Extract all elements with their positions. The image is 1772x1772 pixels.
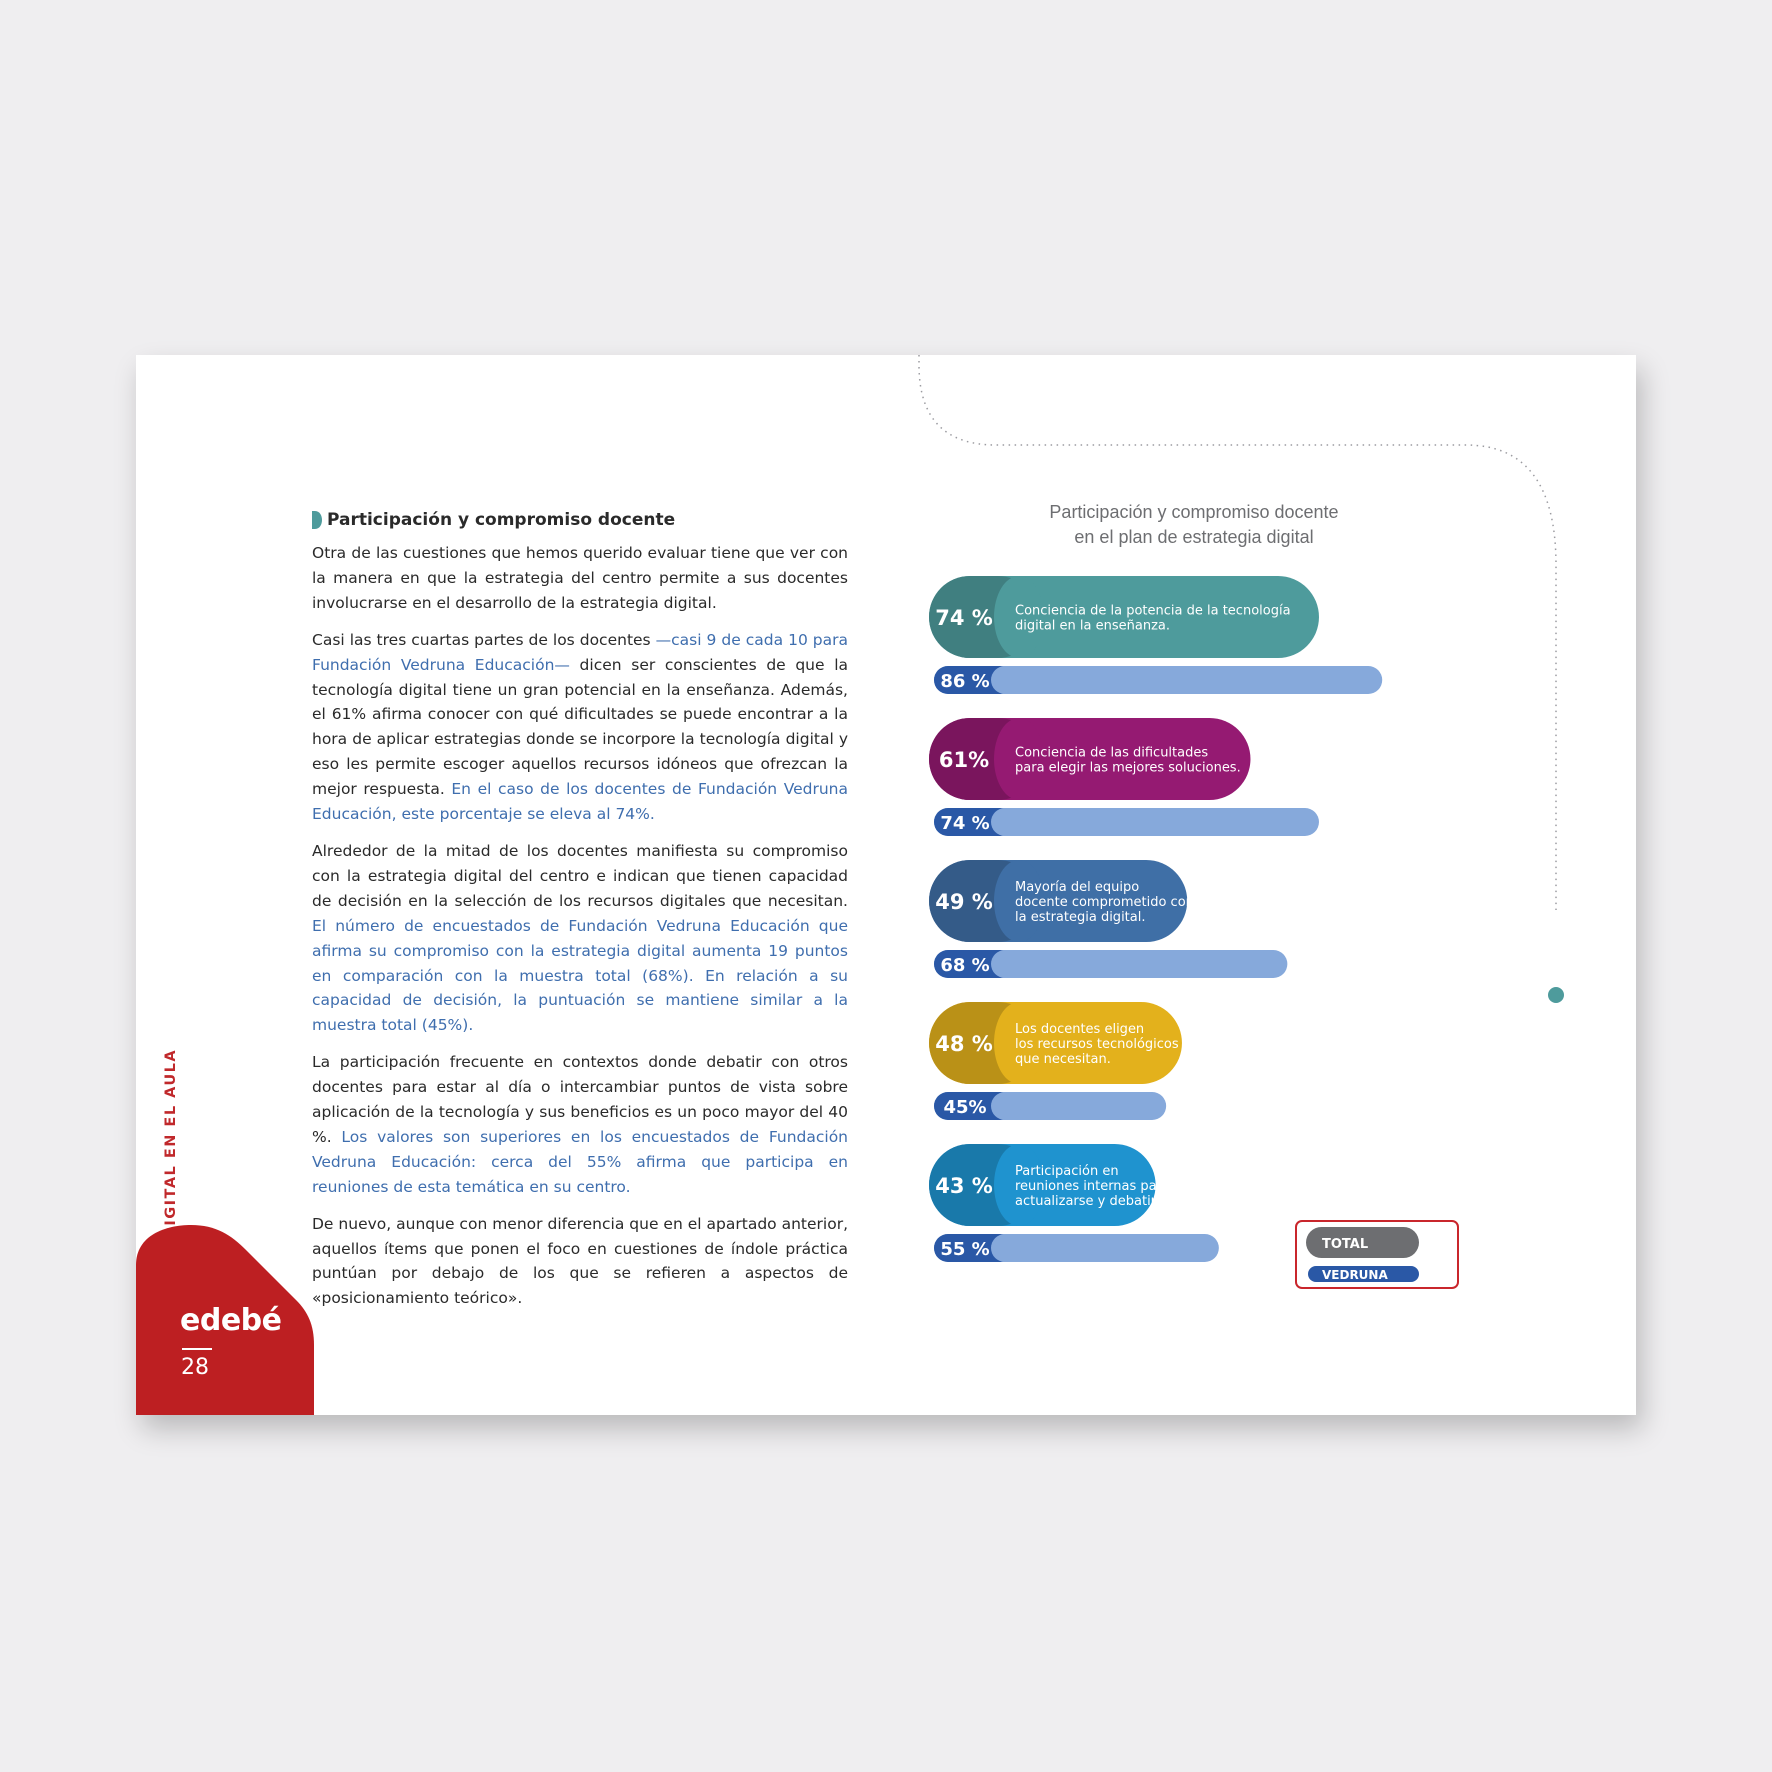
p2-text-a: Casi las tres cuartas partes de los docentes <box>312 630 656 649</box>
category-label-5: Participación en reuniones internas para actualizarse y debatir. <box>1015 1164 1170 1209</box>
chart-title: Participación y compromiso docente en el plan de estrategia digital <box>1049 502 1339 547</box>
paragraph-5: De nuevo, aunque con menor diferencia que en el apartado anterior, aquellos ítems que ponen el foco en cuestiones de índole práctica puntúan por debajo de los que se refieren a aspectos de «posicionamiento teórico». <box>312 1214 848 1308</box>
article-heading-text: Participación y compromiso docente <box>327 510 676 530</box>
page <box>136 355 1636 1415</box>
category-label-1: Conciencia de la potencia de la tecnología digital en la enseñanza. <box>1015 603 1291 634</box>
p4-text: La participación frecuente en contextos donde debatir con otros docentes para estar al día o intercambiar puntos de vista sobre aplicación de la tecnología y sus beneficios es un poco mayor del 40 %. <box>312 1053 848 1146</box>
chart <box>136 355 1636 1415</box>
p2-highlight-b: En el caso de los docentes de Fundación Vedruna Educación, este porcentaje se eleva al 74%. <box>312 780 848 824</box>
category-label-4: Los docentes eligen los recursos tecnológicos que necesitan. <box>1015 1022 1179 1067</box>
p4-highlight: Los valores son superiores en los encuestados de Fundación Vedruna Educación: cerca del 55% afirma que participa en reuniones de esta temática en su centro. <box>312 1127 849 1196</box>
total-value-label-5: 43 % <box>935 1174 993 1198</box>
legend-label-total: TOTAL <box>1322 1237 1369 1252</box>
category-label-3: Mayoría del equipo docente comprometido con la estrategia digital. <box>1015 880 1194 925</box>
vedruna-value-label-3: 68 % <box>940 955 990 976</box>
vedruna-value-label-4: 45% <box>943 1097 987 1118</box>
vedruna-value-label-5: 55 % <box>940 1239 990 1260</box>
vedruna-bar-lip-2 <box>991 808 1021 836</box>
total-value-label-4: 48 % <box>935 1032 993 1056</box>
vedruna-bar-lip-3 <box>991 950 1021 978</box>
p2-text-b: dicen ser conscientes de que la tecnología digital tiene un gran potencial en la enseñanza. Además, el 61% afirma conocer con qué dificultades se puede encontrar a la hora de aplicar estrategias donde se incorpore la tecnología digital y eso les permite escoger aquellos recursos idóneos que ofrezcan la mejor respuesta. <box>312 655 848 799</box>
p2-highlight-a: —casi 9 de cada 10 para Fundación Vedruna Educación— <box>312 630 848 674</box>
vedruna-value-label-2: 74 % <box>940 813 990 834</box>
p3-highlight: El número de encuestados de Fundación Vedruna Educación que afirma su compromiso con la estrategia digital aumenta 19 puntos en comparación con la muestra total (68%). En relación a su capacidad de decisión, la puntuación se mantiene similar a la muestra total (45%). <box>312 916 848 1035</box>
paragraph-1: Otra de las cuestiones que hemos querido evaluar tiene que ver con la manera en que la estrategia del centro permite a sus docentes involucrarse en el desarrollo de la estrategia digital. <box>312 544 848 612</box>
page-number: 28 <box>181 1355 209 1380</box>
vedruna-bar-lip-4 <box>991 1092 1021 1120</box>
brand-logo: edebé <box>180 1303 282 1338</box>
total-value-label-3: 49 % <box>935 890 993 914</box>
total-value-label-1: 74 % <box>935 606 993 630</box>
vedruna-value-label-1: 86 % <box>940 671 990 692</box>
p3-text: Alrededor de la mitad de los docentes manifiesta su compromiso con la estrategia digital del centro e indican que tienen capacidad de decisión en la selección de los recursos digitales que necesitan. <box>312 841 848 910</box>
legend-label-vedruna: VEDRUNA <box>1322 1268 1388 1282</box>
total-value-label-2: 61% <box>938 748 990 772</box>
vedruna-bar-lip-5 <box>991 1234 1021 1262</box>
vedruna-bar-lip-1 <box>991 666 1021 694</box>
category-label-2: Conciencia de las dificultades para elegir las mejores soluciones. <box>1015 745 1241 776</box>
